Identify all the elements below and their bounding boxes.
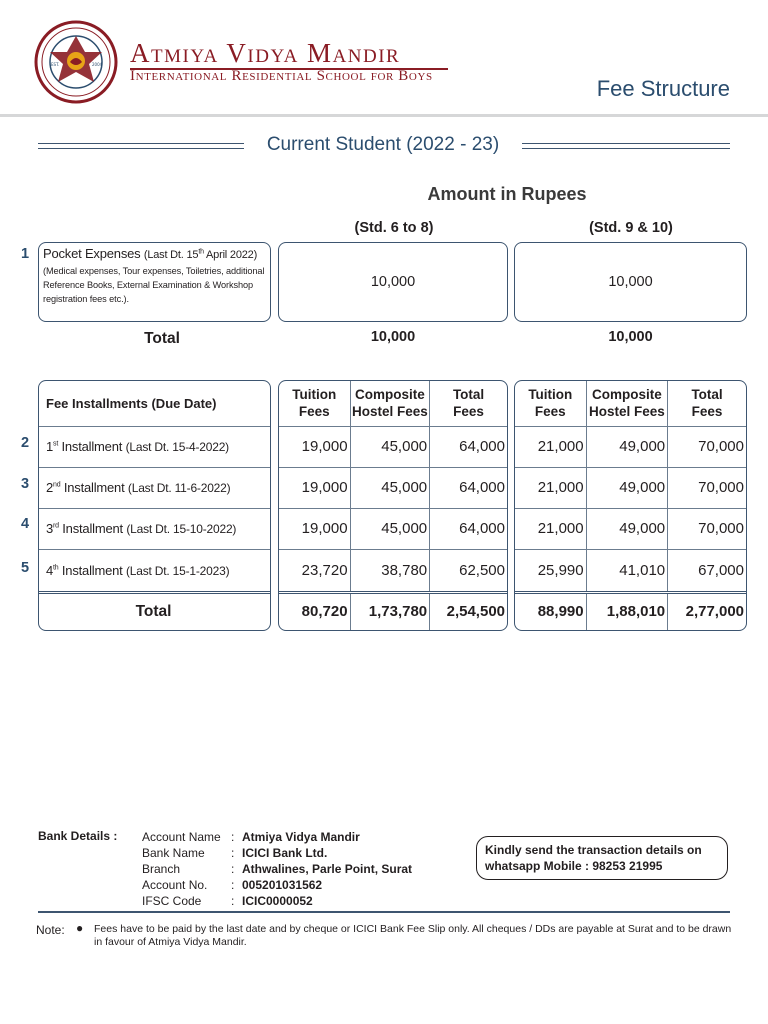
colon: :	[231, 830, 235, 844]
installment-4-label	[39, 549, 270, 592]
bank-details-heading: Bank Details :	[38, 829, 118, 843]
pocket-total-std-6-8: 10,000	[370, 329, 416, 345]
document-title: Fee Structure	[596, 76, 730, 101]
hdr-line2: Hostel Fees	[351, 404, 428, 420]
hdr-line1: Total	[691, 387, 723, 403]
cell-value: 19,000	[279, 426, 350, 467]
colon: :	[231, 846, 235, 860]
bank-label-ifsc: IFSC Code	[142, 894, 202, 908]
inst-name: Installment	[58, 521, 123, 536]
pocket-date-pre: (Last Dt. 15	[143, 249, 199, 261]
pocket-expenses-date	[144, 249, 257, 261]
total-cell: 88,990	[515, 592, 586, 630]
hdr-line1: Tuition	[528, 387, 573, 403]
installments-label-table	[38, 380, 271, 631]
row-number: 1	[20, 246, 30, 262]
installment-2-label	[39, 467, 270, 508]
cell-value: 45,000	[350, 467, 430, 508]
cell-value: 25,990	[515, 549, 586, 592]
school-crest-icon	[34, 20, 118, 104]
hdr-line2: Hostel Fees	[588, 404, 665, 420]
cell-value: 38,780	[350, 549, 430, 592]
hdr-line1: Composite	[354, 387, 425, 403]
bank-label-account-name: Account Name	[142, 830, 221, 844]
colon: :	[231, 894, 235, 908]
pocket-amount-std-9-10: 10,000	[514, 242, 747, 322]
cell-value: 19,000	[279, 508, 350, 549]
cell-value: 41,010	[586, 549, 668, 592]
hdr-line1: Tuition	[292, 387, 337, 403]
row-number: 4	[20, 516, 30, 532]
note-label: Note:	[36, 923, 65, 937]
pocket-expenses-title	[43, 246, 266, 263]
cell-value: 70,000	[668, 467, 746, 508]
hdr-line2: Fees	[453, 404, 484, 420]
col-hostel-header	[586, 381, 668, 426]
cell-value: 62,500	[430, 549, 507, 592]
cell-value: 19,000	[279, 467, 350, 508]
whatsapp-notice: Kindly send the transaction details on whatsapp Mobile : 98253 21995	[476, 836, 728, 880]
total-cell: 2,54,500	[430, 592, 507, 630]
installments-label-grid	[39, 381, 270, 630]
col-tuition-header	[279, 381, 350, 426]
pocket-date-post: April 2022)	[203, 249, 258, 261]
installments-std-9-10-table	[514, 380, 747, 631]
col-total-header	[668, 381, 746, 426]
installments-header: Fee Installments (Due Date)	[39, 381, 270, 426]
title-rule-right	[522, 143, 730, 149]
pocket-total-std-9-10: 10,000	[608, 329, 653, 345]
cell-value: 49,000	[586, 467, 668, 508]
col-hostel-header	[350, 381, 430, 426]
bank-value-ifsc: ICIC0000052	[242, 894, 313, 908]
row-number: 3	[20, 476, 30, 492]
cell-value: 21,000	[515, 467, 586, 508]
std-6-8-grid	[279, 381, 507, 630]
total-cell: 80,720	[279, 592, 350, 630]
inst-sup: th	[53, 564, 59, 572]
cell-value: 70,000	[668, 426, 746, 467]
cell-value: 67,000	[668, 549, 746, 592]
inst-ord: 3	[46, 521, 54, 536]
colon: :	[231, 862, 235, 876]
pocket-date-sup: th	[198, 248, 204, 256]
row-number: 2	[20, 435, 30, 451]
bank-field-labels	[142, 829, 221, 909]
bank-field-values	[242, 829, 412, 909]
hdr-line1: Composite	[591, 387, 662, 403]
installments-std-6-8-table	[278, 380, 508, 631]
bank-label-branch: Branch	[142, 862, 181, 876]
inst-name: Installment	[60, 480, 125, 495]
hdr-line2: Fees	[534, 404, 566, 420]
bank-label-account-no: Account No.	[142, 878, 208, 892]
installment-3-label	[39, 508, 270, 549]
col-total-header	[430, 381, 507, 426]
cell-value: 64,000	[430, 508, 507, 549]
std-9-10-header: (Std. 9 & 10)	[589, 220, 673, 236]
installments-total-label: Total	[39, 592, 270, 630]
school-name: Atmiya Vidya Mandir	[130, 38, 401, 68]
cell-value: 49,000	[586, 426, 668, 467]
pocket-expenses-label: Pocket Expenses	[43, 246, 141, 261]
bullet-icon: ●	[76, 921, 84, 935]
cell-value: 49,000	[586, 508, 668, 549]
inst-ord: 2	[46, 480, 54, 495]
col-tuition-header	[515, 381, 586, 426]
bank-value-account-no: 005201031562	[242, 878, 323, 892]
cell-value: 45,000	[350, 426, 430, 467]
inst-date: (Last Dt. 15-4-2022)	[125, 440, 229, 454]
bank-value-account-name: Atmiya Vidya Mandir	[242, 830, 360, 844]
amount-title: Amount in Rupees	[427, 184, 587, 204]
total-cell: 1,88,010	[586, 592, 668, 630]
cell-value: 23,720	[279, 549, 350, 592]
cell-value: 21,000	[515, 426, 586, 467]
bank-label-bank-name: Bank Name	[142, 846, 205, 860]
hdr-line2: Fees	[298, 404, 330, 420]
inst-name: Installment	[58, 562, 123, 578]
hdr-line1: Total	[452, 387, 485, 403]
pocket-expenses-box	[38, 242, 271, 322]
total-cell: 2,77,000	[668, 592, 746, 630]
inst-sup: st	[53, 440, 59, 448]
inst-date: (Last Dt. 15-1-2023)	[125, 563, 230, 578]
cell-value: 64,000	[430, 467, 507, 508]
bank-field-colons	[231, 829, 234, 909]
note-text: Fees have to be paid by the last date and by cheque or ICICI Bank Fee Slip only. All cheques / DDs are payable at Surat and to be drawn in favour of Atmiya Vidya Mandir.	[94, 923, 732, 948]
inst-sup: nd	[53, 481, 61, 489]
title-rule-left	[38, 143, 244, 149]
pocket-total-label: Total	[144, 330, 180, 347]
inst-ord: 4	[46, 562, 54, 578]
bank-value-branch: Athwalines, Parle Point, Surat	[242, 862, 413, 876]
footer-divider	[38, 911, 730, 913]
std-9-10-grid	[515, 381, 746, 630]
logo-est-left: EST.	[51, 62, 60, 67]
inst-name: Installment	[58, 439, 123, 454]
colon: :	[231, 878, 235, 892]
inst-sup: rd	[53, 522, 59, 530]
school-subtitle: International Residential School for Boys	[130, 68, 433, 84]
logo-est-right: 2004	[92, 62, 103, 67]
pocket-amount-std-6-8: 10,000	[278, 242, 508, 322]
cell-value: 21,000	[515, 508, 586, 549]
hdr-line2: Fees	[691, 404, 723, 420]
inst-date: (Last Dt. 15-10-2022)	[126, 522, 237, 536]
std-6-8-header: (Std. 6 to 8)	[354, 220, 434, 236]
header-divider	[0, 114, 768, 117]
cell-value: 45,000	[350, 508, 430, 549]
section-title: Current Student (2022 - 23)	[266, 134, 500, 155]
inst-date: (Last Dt. 11-6-2022)	[127, 481, 231, 495]
row-number: 5	[20, 560, 30, 576]
total-cell: 1,73,780	[350, 592, 430, 630]
cell-value: 70,000	[668, 508, 746, 549]
pocket-expenses-description: (Medical expenses, Tour expenses, Toiletries, additional Reference Books, External Examination & Workshop registration fees etc.).	[43, 266, 265, 304]
inst-ord: 1	[46, 439, 54, 454]
installment-1-label	[39, 426, 270, 467]
bank-value-bank-name: ICICI Bank Ltd.	[242, 846, 328, 860]
cell-value: 64,000	[430, 426, 507, 467]
